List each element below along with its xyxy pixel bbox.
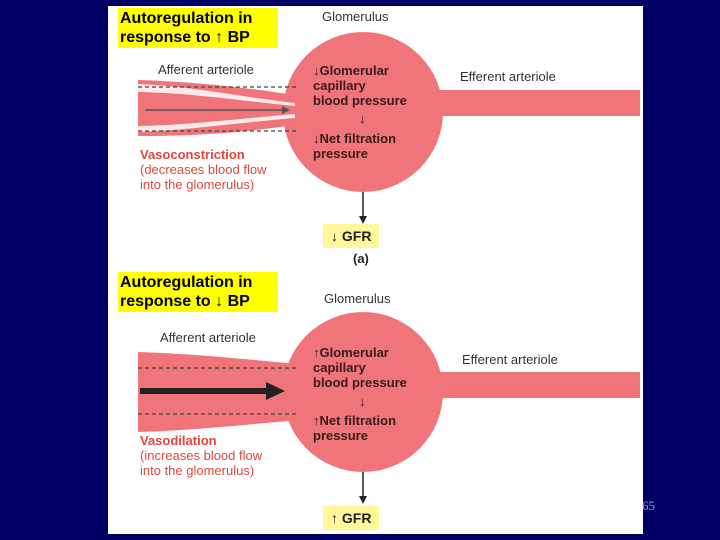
efferent-label-bottom: Efferent arteriole [462,352,558,367]
vasoconstriction-desc: (decreases blood flow into the glomerulus) [140,162,267,192]
yellow-label-bottom: Autoregulation in response to ↓ BP [118,272,278,312]
efferent-vessel-bottom [430,372,640,398]
glomerulus-label-top: Glomerulus [322,9,389,24]
vasodilation-desc: (increases blood flow into the glomerulus) [140,448,263,478]
caption-a: (a) [353,251,369,266]
down-arrow-top: ↓ [359,111,366,126]
afferent-label-bottom: Afferent arteriole [160,330,256,345]
efferent-vessel-top [430,90,640,116]
glomerulus-label-bottom: Glomerulus [324,291,391,306]
efferent-label-top: Efferent arteriole [460,69,556,84]
down-arrow-bottom: ↓ [359,394,366,409]
net-filtration-top: ↓Net filtration pressure [313,131,397,161]
slide-number: 65 [642,498,655,513]
vasodilation-title: Vasodilation [140,433,217,448]
vasoconstriction-title: Vasoconstriction [140,147,245,162]
gfr-box-bottom: ↑ GFR [323,506,379,530]
afferent-label-top: Afferent arteriole [158,62,254,77]
glomerulus-bottom [283,312,443,472]
capillary-pressure-bottom: ↑Glomerular capillary blood pressure [313,345,407,390]
net-filtration-bottom: ↑Net filtration pressure [313,413,397,443]
gfr-box-top: ↓ GFR [323,224,379,248]
capillary-pressure-top: ↓Glomerular capillary blood pressure [313,63,407,108]
yellow-label-top: Autoregulation in response to ↑ BP [118,8,278,48]
